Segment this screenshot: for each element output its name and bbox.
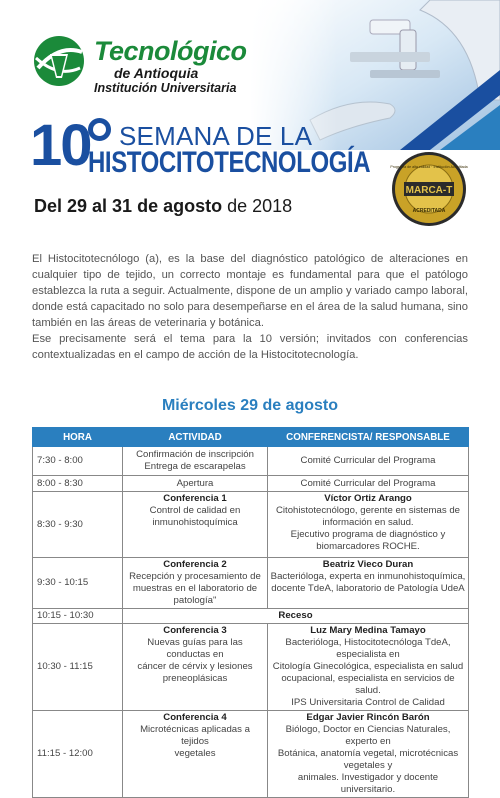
tdea-globe-logo-icon xyxy=(32,34,86,88)
speaker-name: Edgar Javier Rincón Barón xyxy=(306,712,430,723)
table-row xyxy=(33,476,469,492)
row-speaker xyxy=(268,447,469,476)
row-activity xyxy=(123,492,268,558)
row-activity xyxy=(123,476,268,492)
activity-line: vegetales xyxy=(174,748,216,759)
table-header-row xyxy=(33,428,469,447)
row-activity xyxy=(123,711,268,798)
logo-name: Tecnológico xyxy=(94,36,247,66)
speaker-line: información en salud. xyxy=(322,517,414,528)
speaker-line: Botánica, anatomía vegetal, microtécnicas vegetales y xyxy=(277,748,459,771)
row-activity xyxy=(123,447,268,476)
badge-bottom-text: ACREDITADA xyxy=(412,208,446,214)
row-speaker xyxy=(268,492,469,558)
activity-title: Conferencia 4 xyxy=(163,712,227,723)
table-row xyxy=(33,609,469,624)
activity-line: Nuevas guías para las conductas en xyxy=(147,637,243,660)
row-time: 8:30 - 9:30 xyxy=(33,492,123,558)
recess-label: Receso xyxy=(123,609,469,624)
table-row xyxy=(33,558,469,609)
activity-line: cáncer de cérvix y lesiones xyxy=(137,661,253,672)
row-time: 9:30 - 10:15 xyxy=(33,558,123,609)
column-header-time: HORA xyxy=(33,428,123,447)
activity-line: preneoplásicas xyxy=(162,673,228,684)
row-speaker xyxy=(268,476,469,492)
table-row xyxy=(33,624,469,711)
row-time: 11:15 - 12:00 xyxy=(33,711,123,798)
activity-line: Entrega de escarapelas xyxy=(144,461,246,472)
institution-logo xyxy=(32,34,272,94)
intro-paragraph-2: Ese precisamente será el tema para la 10 versión; invitados con conferencias contextualizadas en el campo de acción de la Histocitotecnología. xyxy=(32,333,468,361)
activity-line: Microtécnicas aplicadas a tejidos xyxy=(140,724,250,747)
marca-t-seal-icon xyxy=(390,150,468,228)
activity-line: Recepción y procesamiento de xyxy=(129,571,261,582)
badge-top-text: Programa de alta calidad · Institución Acreditada xyxy=(390,165,468,169)
speaker-line: Comité Curricular del Programa xyxy=(300,477,436,489)
activity-line: Apertura xyxy=(176,477,214,489)
speaker-line: docente TdeA, laboratorio de Patología UdeA xyxy=(271,583,465,594)
badge-center-text: MARCA-T xyxy=(405,185,453,196)
speaker-line: Bacterióloga, Histocitotecnóloga TdeA, especialista en xyxy=(285,637,451,660)
speaker-line: Comité Curricular del Programa xyxy=(300,455,436,466)
event-dates xyxy=(34,196,292,217)
edition-number: 10 xyxy=(30,113,91,178)
speaker-line: Bacterióloga, experta en inmunohistoquímica, xyxy=(270,571,466,582)
row-speaker xyxy=(268,624,469,711)
activity-line: Confirmación de inscripción xyxy=(136,449,254,460)
speaker-line: biomarcadores ROCHE. xyxy=(316,541,420,552)
logo-institution: Institución Universitaria xyxy=(94,81,237,95)
row-time: 10:30 - 11:15 xyxy=(33,624,123,711)
activity-line: inmunohistoquímica xyxy=(152,517,238,528)
speaker-line: ocupacional, especialista en servicios de salud. xyxy=(281,673,455,696)
activity-title: Conferencia 3 xyxy=(163,625,227,636)
column-header-activity: ACTIVIDAD xyxy=(123,428,268,447)
table-row xyxy=(33,711,469,798)
intro-paragraph-1: El Histocitotecnólogo (a), es la base del diagnóstico patológico de alteraciones en cualquier tipo de tejido, un correcto montaje es fundamental para que el patólogo establezca la ruta a seguir. Actualmente, dispone de un amplio y variado campo laboral, donde está capacitado no solo para desempeñarse en el área de la salud humana, sino también en las áreas de veterinaria y botánica. xyxy=(32,253,468,329)
ordinal-symbol xyxy=(88,118,111,141)
dates-main: Del 29 al 31 de agosto xyxy=(34,196,223,216)
row-time: 8:00 - 8:30 xyxy=(33,476,123,492)
row-time: 7:30 - 8:00 xyxy=(33,447,123,476)
schedule-table xyxy=(32,427,469,798)
activity-title: Conferencia 1 xyxy=(163,493,227,504)
title-line1: SEMANA DE LA xyxy=(119,121,313,151)
dates-year: de 2018 xyxy=(227,196,293,216)
row-activity xyxy=(123,624,268,711)
activity-line: Control de calidad en xyxy=(149,505,241,516)
speaker-line: IPS Universitaria Control de Calidad xyxy=(291,697,445,708)
speaker-line: Biólogo, Doctor en Ciencias Naturales, experto en xyxy=(285,724,451,747)
speaker-name: Beatriz Vieco Duran xyxy=(322,559,414,570)
speaker-line: Citohistotecnólogo, gerente en sistemas de xyxy=(276,505,460,516)
speaker-name: Víctor Ortiz Arango xyxy=(324,493,412,504)
row-speaker xyxy=(268,558,469,609)
activity-line: muestras en el laboratorio de patología" xyxy=(132,583,258,606)
row-activity xyxy=(123,558,268,609)
day-heading: Miércoles 29 de agosto xyxy=(161,397,339,414)
speaker-line: Ejecutivo programa de diagnóstico y xyxy=(290,529,446,540)
logo-sub: de Antioquia xyxy=(114,65,199,81)
title-line2: HISTOCITOTECNOLOGÍA xyxy=(88,146,371,179)
table-row xyxy=(33,447,469,476)
speaker-line: animales. Investigador y docente universitario. xyxy=(297,772,439,795)
row-speaker xyxy=(268,711,469,798)
activity-title: Conferencia 2 xyxy=(163,559,227,570)
speaker-name: Luz Mary Medina Tamayo xyxy=(310,625,426,636)
column-header-speaker: CONFERENCISTA/ RESPONSABLE xyxy=(268,428,469,447)
table-row xyxy=(33,492,469,558)
row-time: 10:15 - 10:30 xyxy=(33,609,123,624)
speaker-line: Citología Ginecológica, especialista en salud xyxy=(272,661,464,672)
